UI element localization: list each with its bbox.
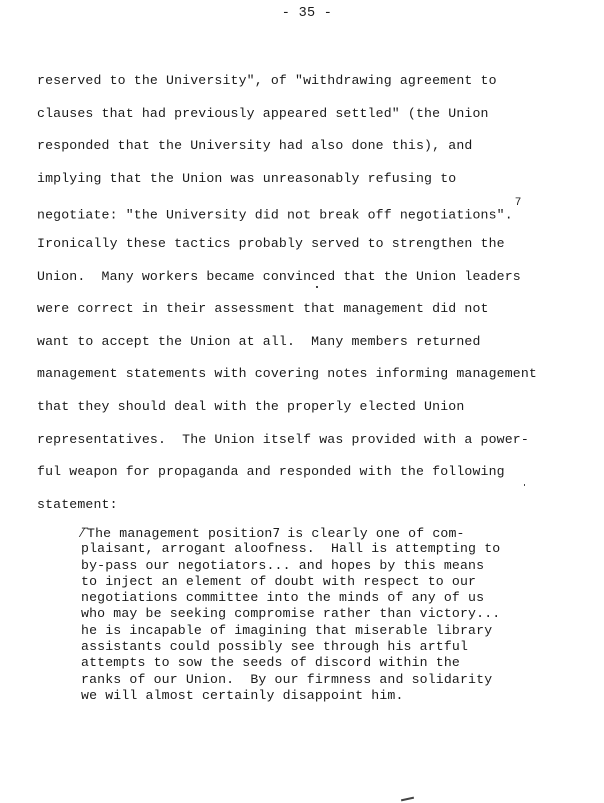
- quote-line: plaisant, arrogant aloofness. Hall is attempting to: [81, 541, 501, 557]
- body-paragraph: [37, 71, 597, 527]
- paragraph-line: statement:: [37, 496, 118, 512]
- paragraph-line: that they should deal with the properly elected Union: [37, 398, 465, 414]
- scan-speck: [524, 484, 525, 486]
- paragraph-line: want to accept the Union at all. Many members returned: [37, 333, 481, 349]
- paragraph-line: ful weapon for propaganda and responded with the following: [37, 464, 505, 480]
- paragraph-line: were correct in their assessment that management did not: [37, 301, 489, 317]
- quote-line: ranks of our Union. By our firmness and solidarity: [81, 671, 493, 687]
- footnote-reference: 7: [514, 197, 522, 210]
- quote-line: assistants could possibly see through his artful: [81, 639, 469, 655]
- quote-text: The management position: [87, 526, 273, 541]
- editorial-close-bracket: 7: [272, 526, 280, 540]
- quote-text: is clearly one of com-: [279, 526, 465, 541]
- paragraph-line: clauses that had previously appeared settled" (the Union: [37, 105, 489, 121]
- paragraph-line: management statements with covering notes informing management: [37, 366, 537, 382]
- quote-line: he is incapable of imagining that miserable library: [81, 622, 493, 638]
- paragraph-line: negotiate: "the University did not break off negotiations".: [37, 207, 513, 223]
- page-number: - 35 -: [281, 6, 333, 21]
- paragraph-line: implying that the Union was unreasonably refusing to: [37, 170, 457, 186]
- quote-line: to inject an element of doubt with respect to our: [81, 573, 477, 589]
- scan-speck: [316, 286, 318, 288]
- paragraph-line: Union. Many workers became convinced that the Union leaders: [37, 268, 521, 284]
- quote-first-line: [81, 525, 581, 541]
- paragraph-line-with-footnote: [37, 197, 597, 234]
- quote-line: negotiations committee into the minds of any of us: [81, 590, 485, 606]
- block-quote: [81, 525, 581, 704]
- editorial-open-bracket: ⁄‾: [81, 526, 88, 540]
- quote-line: by-pass our negotiators... and hopes by this means: [81, 557, 485, 573]
- paragraph-line: Ironically these tactics probably served to strengthen the: [37, 235, 505, 251]
- paragraph-line: representatives. The Union itself was provided with a power-: [37, 431, 529, 447]
- quote-line: attempts to sow the seeds of discord within the: [81, 655, 460, 671]
- paragraph-line: reserved to the University", of "withdrawing agreement to: [37, 73, 497, 88]
- paragraph-line: responded that the University had also done this), and: [37, 138, 473, 154]
- scan-mark: [401, 797, 414, 802]
- quote-line: we will almost certainly disappoint him.: [81, 687, 404, 703]
- quote-line: who may be seeking compromise rather than victory...: [81, 606, 501, 622]
